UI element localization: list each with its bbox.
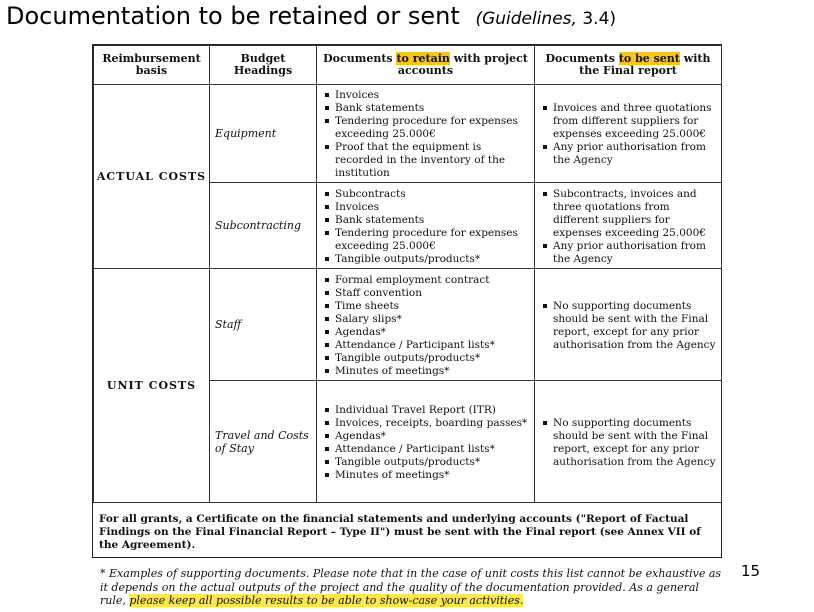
table-header-row (94, 46, 722, 85)
sent-cell-subcontracting (535, 183, 722, 269)
sent-list (541, 188, 717, 266)
table-row (94, 269, 722, 381)
list-item: Salary slips* (323, 313, 530, 326)
header-sent-suffix: with the Final report (579, 52, 711, 77)
list-item: Invoices (323, 201, 530, 214)
list-item: Formal employment contract (323, 274, 530, 287)
list-item: Tangible outputs/products* (323, 253, 530, 266)
sent-cell-equipment (535, 85, 722, 183)
header-retain-highlight: to retain (396, 52, 450, 65)
header-sent-prefix: Documents (545, 52, 615, 65)
documentation-table (93, 45, 722, 503)
heading-travel: Travel and Costs of Stay (210, 381, 317, 503)
list-item: Attendance / Participant lists* (323, 339, 530, 352)
sent-list (541, 102, 717, 167)
heading-equipment: Equipment (210, 85, 317, 183)
sent-cell-travel (535, 381, 722, 503)
subtitle-ref: 3.4) (582, 9, 617, 29)
list-item: Individual Travel Report (ITR) (323, 404, 530, 417)
retain-list (323, 274, 530, 378)
list-item: Subcontracts, invoices and three quotations from different suppliers for expenses exceeding 25.000€ (541, 188, 717, 240)
basis-actual-costs: ACTUAL COSTS (94, 85, 210, 269)
header-sent (535, 46, 722, 85)
list-item: Tendering procedure for expenses exceeding 25.000€ (323, 115, 530, 141)
basis-unit-costs: UNIT COSTS (94, 269, 210, 503)
list-item: Invoices (323, 89, 530, 102)
list-item: Invoices and three quotations from different suppliers for expenses exceeding 25.000€ (541, 102, 717, 141)
footnote-highlight: please keep all possible results to be able to show-case your activities. (129, 594, 524, 607)
list-item: Minutes of meetings* (323, 365, 530, 378)
table-row (94, 85, 722, 183)
list-item: No supporting documents should be sent with the Final report, except for any prior authorisation from the Agency (541, 300, 717, 352)
heading-subcontracting: Subcontracting (210, 183, 317, 269)
list-item: Minutes of meetings* (323, 469, 530, 482)
list-item: Agendas* (323, 326, 530, 339)
list-item: No supporting documents should be sent with the Final report, except for any prior authorisation from the Agency (541, 417, 717, 469)
sent-list (541, 417, 717, 469)
list-item: Attendance / Participant lists* (323, 443, 530, 456)
retain-cell-staff (317, 269, 535, 381)
retain-list (323, 89, 530, 180)
list-item: Tendering procedure for expenses exceeding 25.000€ (323, 227, 530, 253)
list-item: Invoices, receipts, boarding passes* (323, 417, 530, 430)
sent-list (541, 300, 717, 352)
footnote (100, 567, 728, 608)
header-sent-highlight: to be sent (618, 52, 680, 65)
retain-list (323, 404, 530, 482)
certificate-note: For all grants, a Certificate on the financial statements and underlying accounts ("Report of Factual Findings on the Final Financial Report – Type II") must be sent with the Final report (see Annex VII of the Agreement). (99, 513, 701, 551)
retain-list (323, 188, 530, 266)
retain-cell-subcontracting (317, 183, 535, 269)
list-item: Any prior authorisation from the Agency (541, 240, 717, 266)
list-item: Bank statements (323, 214, 530, 227)
header-retain-prefix: Documents (323, 52, 393, 65)
list-item: Time sheets (323, 300, 530, 313)
list-item: Bank statements (323, 102, 530, 115)
document-frame (92, 44, 722, 558)
title-subtitle (475, 9, 616, 29)
sent-cell-staff (535, 269, 722, 381)
retain-cell-equipment (317, 85, 535, 183)
list-item: Tangible outputs/products* (323, 456, 530, 469)
subtitle-prefix: (Guidelines, (475, 9, 577, 29)
title-main: Documentation to be retained or sent (6, 2, 460, 30)
list-item: Agendas* (323, 430, 530, 443)
header-retain-suffix: with project accounts (397, 52, 528, 77)
list-item: Tangible outputs/products* (323, 352, 530, 365)
retain-cell-travel (317, 381, 535, 503)
header-budget: Budget Headings (210, 46, 317, 85)
heading-staff: Staff (210, 269, 317, 381)
list-item: Staff convention (323, 287, 530, 300)
list-item: Proof that the equipment is recorded in the inventory of the institution (323, 141, 530, 180)
header-retain (317, 46, 535, 85)
list-item: Subcontracts (323, 188, 530, 201)
page-title (6, 2, 616, 30)
page-number: 15 (741, 562, 761, 580)
footnote-text: * Examples of supporting documents. Please note that in the case of unit costs this list cannot be exhaustive as it depends on the actual outputs of the project and the quality of the documentation provided. As a general rule, (100, 567, 722, 607)
list-item: Any prior authorisation from the Agency (541, 141, 717, 167)
header-basis: Reimbursement basis (94, 46, 210, 85)
